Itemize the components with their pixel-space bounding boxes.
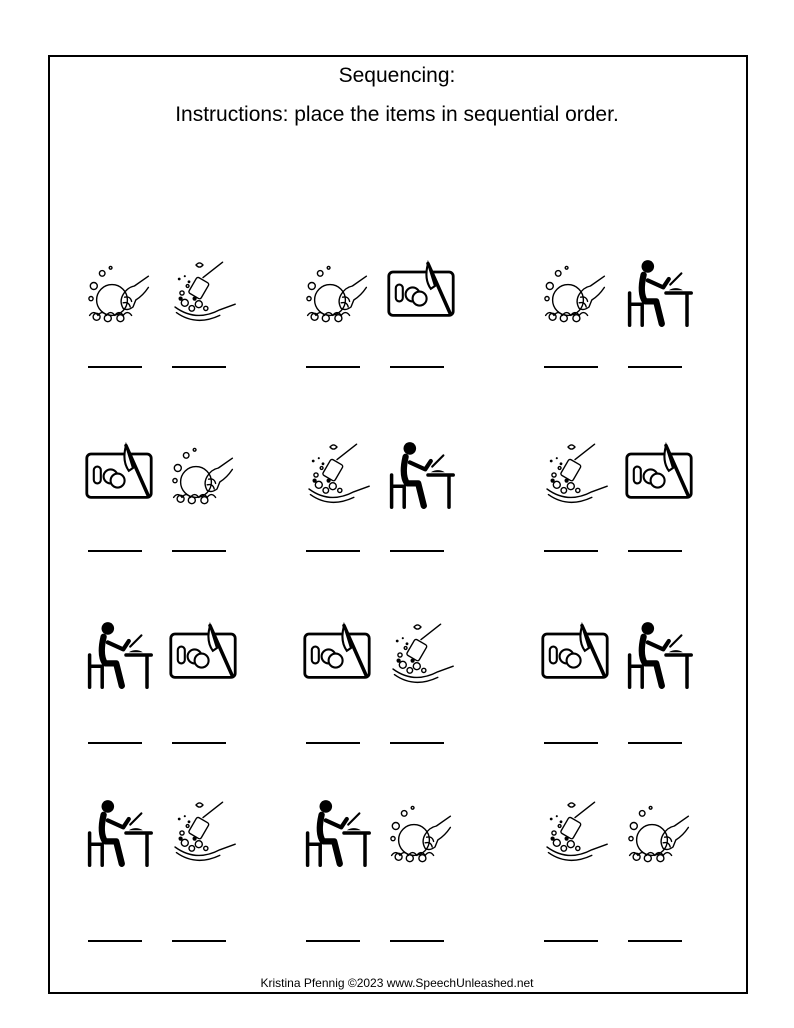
answer-blank-line[interactable] [390,742,444,744]
cutting-board-icon [624,440,694,510]
cutting-board-icon [84,440,154,510]
answer-blank-line[interactable] [172,550,226,552]
worksheet-title: Sequencing: [338,64,456,87]
answer-blank-line[interactable] [628,742,682,744]
answer-blank-line[interactable] [390,940,444,942]
answer-blank-line[interactable] [172,366,226,368]
dishwashing-icon [624,798,694,868]
answer-blank-line[interactable] [628,366,682,368]
answer-blank-line[interactable] [306,366,360,368]
answer-blank-line[interactable] [390,366,444,368]
answer-blank-line[interactable] [172,940,226,942]
cutting-board-icon [302,620,372,690]
answer-blank-line[interactable] [306,742,360,744]
answer-blank-line[interactable] [544,366,598,368]
cooking-pan-icon [540,798,610,868]
dishwashing-icon [302,258,372,328]
answer-blank-line[interactable] [544,742,598,744]
eating-person-icon [624,258,694,328]
answer-blank-line[interactable] [544,550,598,552]
answer-blank-line[interactable] [88,550,142,552]
answer-blank-line[interactable] [88,742,142,744]
eating-person-icon [302,798,372,868]
cutting-board-icon [168,620,238,690]
answer-blank-line[interactable] [544,940,598,942]
eating-person-icon [386,440,456,510]
eating-person-icon [624,620,694,690]
eating-person-icon [84,798,154,868]
answer-blank-line[interactable] [306,550,360,552]
cooking-pan-icon [302,440,372,510]
answer-blank-line[interactable] [628,940,682,942]
dishwashing-icon [386,798,456,868]
eating-person-icon [84,620,154,690]
footer-credit: Kristina Pfennig ©2023 www.SpeechUnleashed.net [260,976,534,990]
cooking-pan-icon [168,258,238,328]
answer-blank-line[interactable] [88,940,142,942]
answer-blank-line[interactable] [390,550,444,552]
worksheet-instructions: Instructions: place the items in sequential order. [175,103,619,126]
cooking-pan-icon [386,620,456,690]
dishwashing-icon [168,440,238,510]
answer-blank-line[interactable] [306,940,360,942]
answer-blank-line[interactable] [628,550,682,552]
cooking-pan-icon [168,798,238,868]
cutting-board-icon [540,620,610,690]
dishwashing-icon [540,258,610,328]
cooking-pan-icon [540,440,610,510]
answer-blank-line[interactable] [88,366,142,368]
dishwashing-icon [84,258,154,328]
cutting-board-icon [386,258,456,328]
answer-blank-line[interactable] [172,742,226,744]
